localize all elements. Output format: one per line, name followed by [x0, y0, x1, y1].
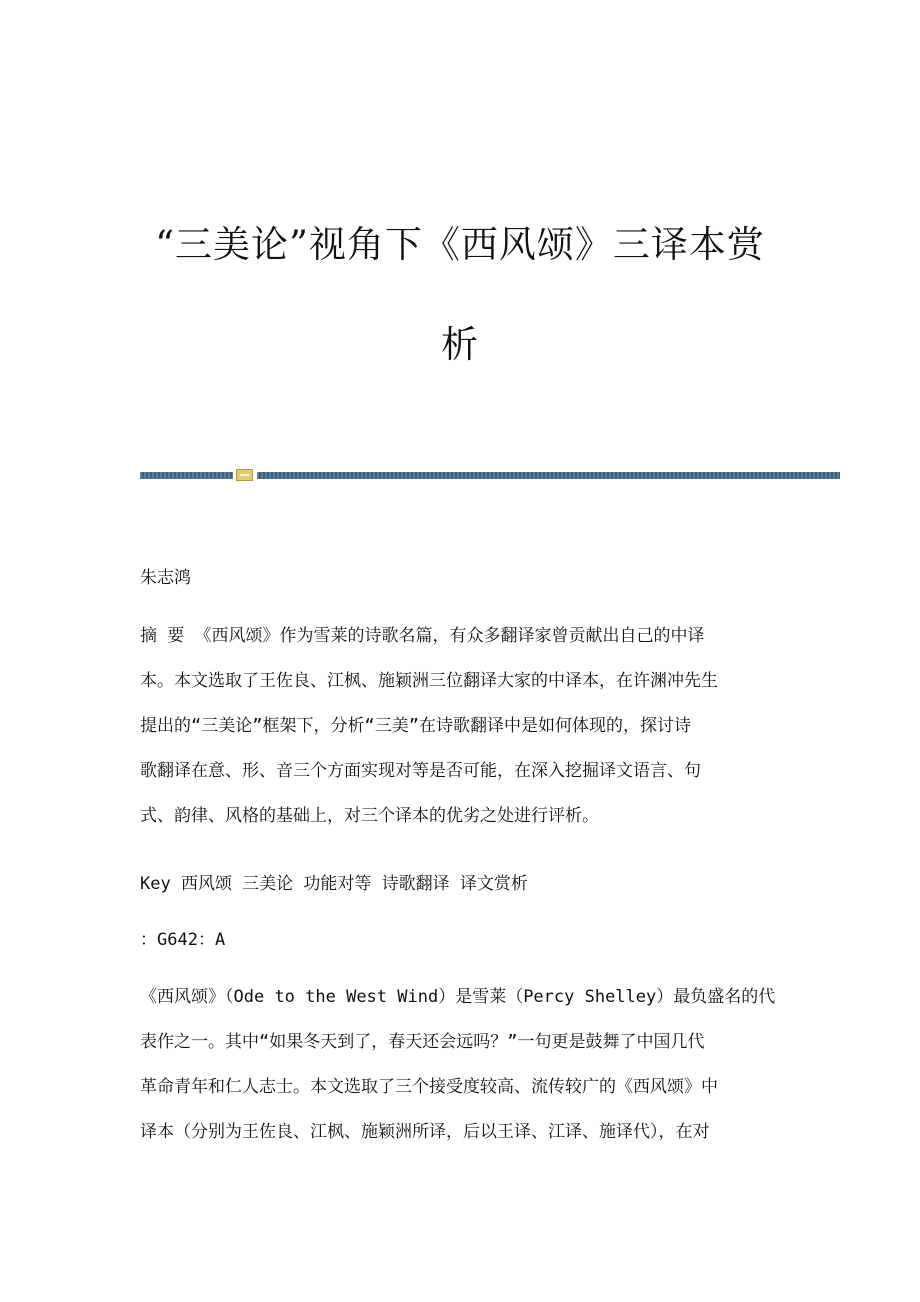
abstract-line: 式、韵律、风格的基础上，对三个译本的优劣之处进行评析。: [140, 806, 599, 826]
title-line-1: “三美论”视角下《西风颂》三译本赏: [155, 223, 765, 266]
author-name: 朱志鸿: [140, 568, 191, 588]
abstract: [140, 614, 780, 839]
abstract-line: 本。本文选取了王佐良、江枫、施颖洲三位翻译大家的中译本，在许渊冲先生: [140, 671, 718, 691]
abstract-line: 提出的“三美论”框架下，分析“三美”在诗歌翻译中是如何体现的，探讨诗: [140, 716, 691, 736]
divider-bar-right: [257, 472, 840, 479]
divider-ornament-icon: [236, 469, 253, 481]
intro-line: 译本（分别为王佐良、江枫、施颖洲所译，后以王译、江译、施译代），在对: [140, 1122, 710, 1142]
divider-bar-left: [140, 472, 233, 479]
abstract-line: 摘 要 《西风颂》作为雪莱的诗歌名篇，有众多翻译家曾贡献出自己的中译: [140, 626, 705, 646]
title-divider: [140, 469, 840, 481]
intro-line: 革命青年和仁人志士。本文选取了三个接受度较高、流传较广的《西风颂》中: [140, 1077, 718, 1097]
intro-line: 《西风颂》（Ode to the West Wind）是雪莱（Percy Shelley）最负盛名的代: [140, 987, 776, 1007]
abstract-line: 歌翻译在意、形、音三个方面实现对等是否可能，在深入挖掘译文语言、句: [140, 761, 701, 781]
classification-code: ：G642：A: [140, 930, 226, 950]
title-line-2: 析: [441, 323, 479, 366]
keywords: Key 西风颂 三美论 功能对等 诗歌翻译 译文赏析: [140, 874, 528, 894]
intro-line: 表作之一。其中“如果冬天到了，春天还会远吗？”一句更是鼓舞了中国几代: [140, 1032, 705, 1052]
intro-paragraph: [140, 975, 780, 1155]
